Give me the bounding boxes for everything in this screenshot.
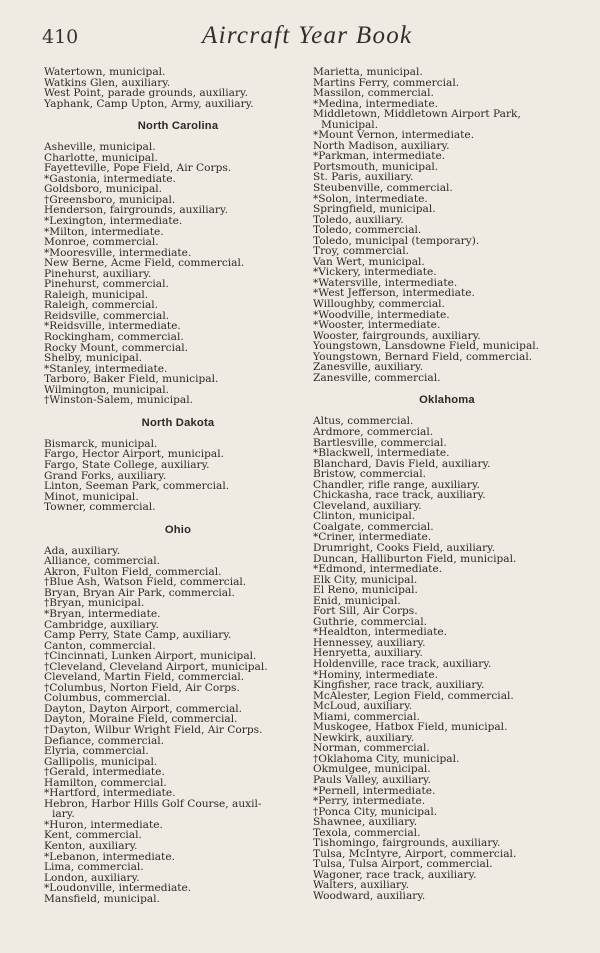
list-item: Guthrie, commercial. (313, 615, 427, 628)
list-item: Shawnee, auxiliary. (313, 816, 418, 829)
list-item: Massilon, commercial. (313, 87, 434, 100)
list-item: Chandler, rifle range, auxiliary. (313, 478, 480, 491)
list-item: *Lexington, intermediate. (44, 215, 183, 228)
list-item: Dayton, Dayton Airport, commercial. (44, 702, 243, 715)
list-item: Akron, Fulton Field, commercial. (44, 565, 222, 578)
list-item: Ada, auxiliary. (44, 544, 121, 557)
list-item: Cleveland, auxiliary. (313, 499, 422, 512)
list-item: Tulsa, Tulsa Airport, commercial. (313, 858, 493, 871)
running-title: Aircraft Year Book (202, 22, 413, 49)
list-item: Duncan, Halliburton Field, municipal. (313, 552, 517, 565)
list-item: Okmulgee, municipal. (313, 763, 431, 776)
list-item: †Winston-Salem, municipal. (44, 394, 193, 407)
list-item: Norman, commercial. (313, 742, 430, 755)
list-item: Grand Forks, auxiliary. (44, 469, 167, 482)
list-item: Linton, Seeman Park, commercial. (44, 480, 230, 493)
list-item: London, auxiliary. (44, 871, 140, 884)
list-item: Elyria, commercial. (44, 745, 149, 758)
intro-list (44, 67, 312, 109)
list-item: *Pernell, intermediate. (313, 784, 436, 797)
list-item: †Gerald, intermediate. (44, 766, 165, 779)
north-dakota-list (44, 439, 312, 513)
list-item: *Hartford, intermediate. (44, 787, 176, 800)
list-item: Portsmouth, municipal. (313, 160, 439, 173)
list-item: *Medina, intermediate. (313, 97, 438, 110)
list-item: Henderson, fairgrounds, auxiliary. (44, 204, 228, 217)
list-item: Raleigh, municipal. (44, 288, 149, 301)
list-item: Rockingham, commercial. (44, 331, 184, 344)
list-item: *West Jefferson, intermediate. (313, 287, 475, 300)
list-item: McAlester, Legion Field, commercial. (313, 689, 514, 702)
list-item: Youngstown, Lansdowne Field, municipal. (313, 340, 540, 353)
list-item: Reidsville, commercial. (44, 309, 170, 322)
list-item: Bristow, commercial. (313, 468, 426, 481)
list-item: Toledo, commercial. (313, 224, 422, 237)
list-item: Chickasha, race track, auxiliary. (313, 489, 486, 502)
list-item: *Mooresville, intermediate. (44, 246, 192, 259)
list-item: Hamilton, commercial. (44, 776, 167, 789)
list-item: Cambridge, auxiliary. (44, 618, 159, 631)
list-item: Wagoner, race track, auxiliary. (313, 868, 477, 881)
list-item: *Stanley, intermediate. (44, 362, 168, 375)
list-item: Rocky Mount, commercial. (44, 341, 189, 354)
section-heading-north-dakota: North Dakota (141, 416, 215, 429)
list-item: †Cincinnati, Lunken Airport, municipal. (44, 650, 257, 663)
left-column (44, 67, 312, 904)
list-item: *Gastonia, intermediate. (44, 172, 176, 185)
list-item: Tarboro, Baker Field, municipal. (44, 373, 219, 386)
list-item: Fargo, Hector Airport, municipal. (44, 448, 224, 461)
list-item: Drumright, Cooks Field, auxiliary. (313, 541, 496, 554)
list-item: †Bryan, municipal. (44, 597, 145, 610)
north-carolina-list (44, 142, 312, 406)
list-item: Henryetta, auxiliary. (313, 647, 423, 660)
list-item: Springfield, municipal. (313, 203, 436, 216)
list-item: Lima, commercial. (44, 861, 144, 874)
right-column (313, 67, 581, 902)
list-item: Blanchard, Davis Field, auxiliary. (313, 457, 491, 470)
list-item: Marietta, municipal. (313, 66, 423, 78)
list-item: Zanesville, commercial. (313, 371, 441, 384)
list-item: Hennessey, auxiliary. (313, 636, 426, 649)
list-item: Asheville, municipal. (44, 141, 156, 154)
list-item: Van Wert, municipal. (313, 255, 425, 268)
list-item: †Oklahoma City, municipal. (313, 752, 460, 765)
list-item: Elk City, municipal. (313, 573, 418, 586)
list-item: New Berne, Acme Field, commercial. (44, 257, 245, 270)
list-item: Bartlesville, commercial. (313, 436, 447, 449)
section-heading-ohio: Ohio (164, 523, 192, 536)
list-item: *Vickery, intermediate. (313, 266, 437, 279)
list-item: *Healdton, intermediate. (313, 626, 447, 639)
list-item: *Reidsville, intermediate. (44, 320, 181, 333)
section-heading-north-carolina: North Carolina (137, 120, 219, 133)
list-item: Municipal. (321, 118, 379, 131)
list-item: Columbus, commercial. (44, 692, 171, 705)
list-item: Clinton, municipal. (313, 510, 416, 523)
list-item: *Parkman, intermediate. (313, 150, 446, 163)
list-item: Ardmore, commercial. (313, 425, 434, 438)
list-item: Newkirk, auxiliary. (313, 731, 415, 744)
list-item: Canton, commercial. (44, 639, 156, 652)
list-item: *Blackwell, intermediate. (313, 447, 450, 460)
list-item: *Loudonville, intermediate. (44, 882, 192, 895)
list-item: Cleveland, Martin Field, commercial. (44, 671, 245, 684)
list-item: Alliance, commercial. (44, 555, 161, 568)
list-item: Pinehurst, auxiliary. (44, 267, 152, 280)
list-item: Camp Perry, State Camp, auxiliary. (44, 629, 232, 642)
list-item: Kingfisher, race track, auxiliary. (313, 679, 485, 692)
page-number: 410 (42, 26, 79, 48)
list-item: Wooster, fairgrounds, auxiliary. (313, 329, 481, 342)
list-item: *Wooster, intermediate. (313, 319, 441, 332)
list-item: Toledo, municipal (temporary). (313, 234, 480, 247)
list-item: *Hominy, intermediate. (313, 668, 438, 681)
list-item: Kenton, auxiliary. (44, 840, 138, 852)
list-item: Raleigh, commercial. (44, 299, 159, 312)
list-item: *Solon, intermediate. (313, 192, 428, 205)
list-item: Zanesville, auxiliary. (313, 361, 423, 374)
list-item: †Dayton, Wilbur Wright Field, Air Corps. (44, 723, 263, 736)
list-item: Enid, municipal. (313, 594, 401, 607)
list-item: Texola, commercial. (313, 826, 421, 839)
list-item: †Cleveland, Cleveland Airport, municipal. (44, 660, 268, 673)
list-item: †Blue Ash, Watson Field, commercial. (44, 576, 247, 589)
list-item: Altus, commercial. (313, 415, 414, 428)
list-item: Towner, commercial. (44, 501, 156, 514)
page-header (42, 22, 572, 52)
list-item: Yaphank, Camp Upton, Army, auxiliary. (44, 97, 254, 110)
list-item: *Mount Vernon, intermediate. (313, 129, 475, 142)
list-item: Charlotte, municipal. (44, 151, 158, 164)
list-item: Dayton, Moraine Field, commercial. (44, 713, 238, 726)
list-item: Minot, municipal. (44, 490, 139, 503)
list-item: Tulsa, McIntyre, Airport, commercial. (313, 847, 517, 860)
list-item: Monroe, commercial. (44, 236, 159, 249)
list-item: Coalgate, commercial. (313, 520, 434, 533)
list-item: St. Paris, auxiliary. (313, 171, 414, 184)
list-item: Fort Sill, Air Corps. (313, 605, 418, 618)
section-heading-oklahoma: Oklahoma (419, 394, 475, 407)
list-item: Holdenville, race track, auxiliary. (313, 657, 492, 670)
list-item: †Columbus, Norton Field, Air Corps. (44, 681, 240, 694)
list-item: *Watersville, intermediate. (313, 276, 458, 289)
list-item: Pauls Valley, auxiliary. (313, 774, 431, 786)
list-item: Pinehurst, commercial. (44, 278, 169, 291)
list-item: Miami, commercial. (313, 710, 420, 723)
list-item: *Bryan, intermediate. (44, 607, 161, 620)
list-item: Steubenville, commercial. (313, 182, 453, 195)
list-item: El Reno, municipal. (313, 584, 418, 597)
list-item: Martins Ferry, commercial. (313, 76, 460, 89)
ohio-list (44, 546, 312, 905)
list-item: †Greensboro, municipal. (44, 193, 176, 206)
list-item: Watertown, municipal. (44, 66, 166, 78)
list-item: Willoughby, commercial. (313, 298, 445, 311)
list-item: Fargo, State College, auxiliary. (44, 458, 210, 471)
list-item: Middletown, Middletown Airport Park, (313, 108, 521, 121)
list-item: Muskogee, Hatbox Field, municipal. (313, 721, 508, 734)
list-item: Defiance, commercial. (44, 734, 165, 747)
list-item: *Lebanon, intermediate. (44, 850, 175, 863)
list-item: Watkins Glen, auxiliary. (44, 76, 171, 89)
list-item: *Criner, intermediate. (313, 531, 432, 544)
list-item: Fayetteville, Pope Field, Air Corps. (44, 162, 232, 175)
list-item: Shelby, municipal. (44, 352, 143, 365)
list-item: Kent, commercial. (44, 829, 142, 842)
list-item: *Edmond, intermediate. (313, 563, 443, 576)
list-item: †Ponca City, municipal. (313, 805, 438, 818)
ohio-continued-list (313, 67, 581, 383)
list-item: Goldsboro, municipal. (44, 183, 163, 196)
list-item: *Huron, intermediate. (44, 818, 163, 831)
list-item: West Point, parade grounds, auxiliary. (44, 87, 248, 100)
list-item: Wilmington, municipal. (44, 383, 169, 396)
list-item: North Madison, auxiliary. (313, 139, 450, 152)
list-item: Gallipolis, municipal. (44, 755, 158, 768)
oklahoma-list (313, 416, 581, 901)
list-item: Mansfield, municipal. (44, 892, 160, 905)
list-item: Youngstown, Bernard Field, commercial. (313, 350, 533, 363)
list-item: Bismarck, municipal. (44, 437, 158, 450)
list-item: *Milton, intermediate. (44, 225, 164, 238)
list-item: Hebron, Harbor Hills Golf Course, auxil- (44, 797, 262, 810)
list-item: Bryan, Bryan Air Park, commercial. (44, 586, 235, 599)
list-item: Toledo, auxiliary. (313, 213, 404, 226)
list-item: Walters, auxiliary. (313, 879, 410, 892)
list-item: Tishomingo, fairgrounds, auxiliary. (313, 837, 501, 850)
list-item: iary. (52, 808, 75, 821)
list-item: McLoud, auxiliary. (313, 700, 413, 713)
list-item: Woodward, auxiliary. (313, 890, 426, 903)
list-item: *Woodville, intermediate. (313, 308, 450, 321)
list-item: Troy, commercial. (313, 245, 409, 258)
list-item: *Perry, intermediate. (313, 795, 426, 808)
